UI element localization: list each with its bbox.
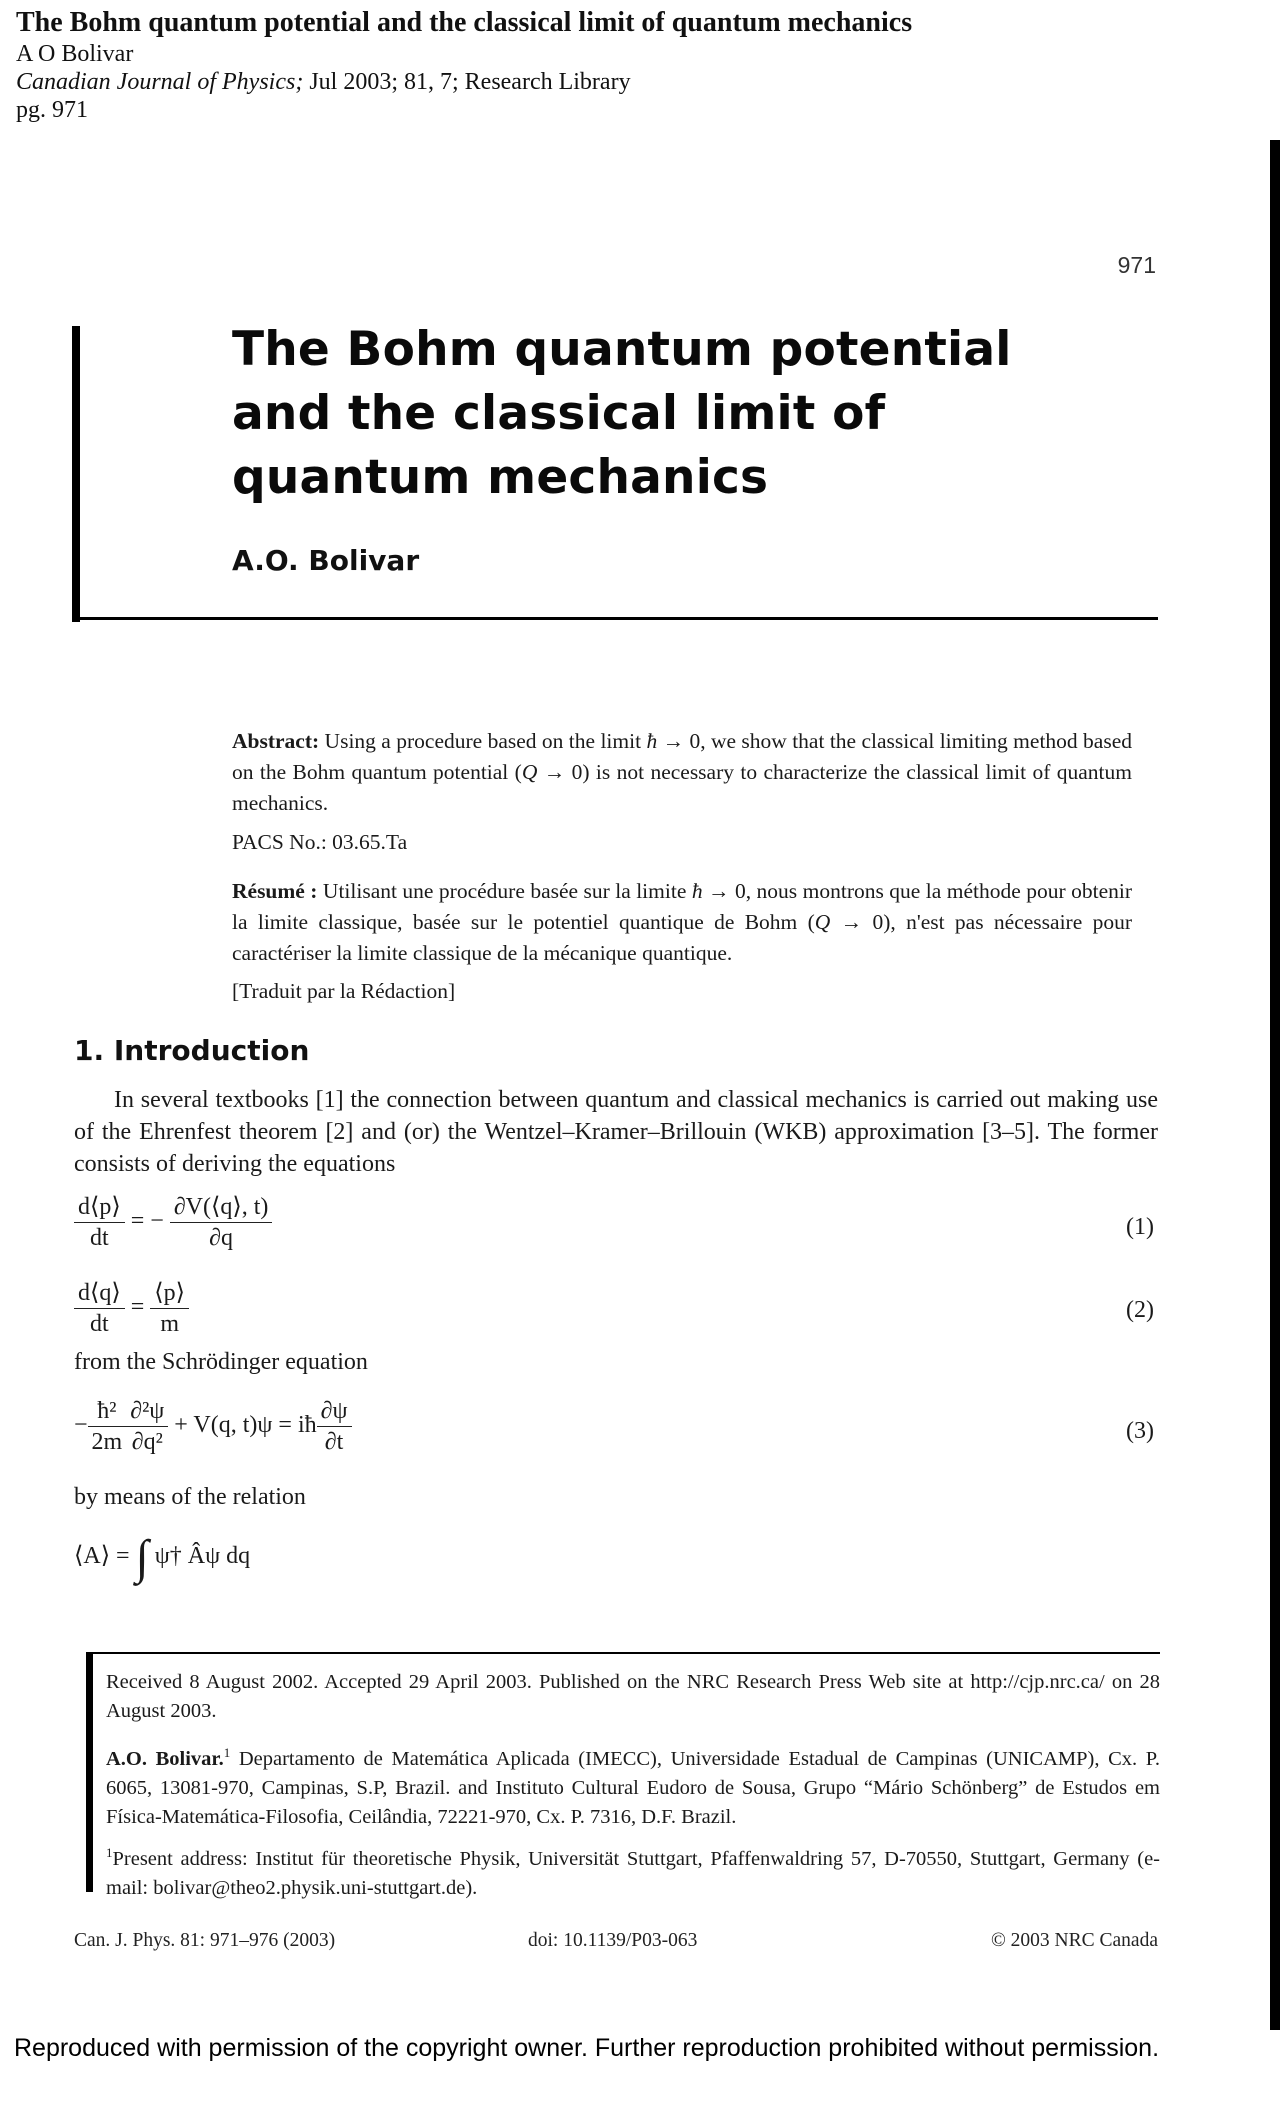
article-author: A.O. Bolivar bbox=[232, 544, 420, 577]
q-symbol: Q bbox=[521, 760, 538, 784]
relation-intro: by means of the relation bbox=[74, 1484, 306, 1510]
scan-edge-bar bbox=[1270, 140, 1280, 2030]
eq3-middle: + V(q, t)ψ = iħ bbox=[168, 1412, 317, 1439]
eq3-frac3-den: ∂t bbox=[324, 1429, 344, 1455]
resume-text: → 0, nous montrons que la méthode pour obtenir la limite classique, basée sur le potentiel quantique de Bohm ( bbox=[232, 879, 1132, 934]
eq2-operator: = bbox=[130, 1294, 145, 1321]
schrodinger-intro: from the Schrödinger equation bbox=[74, 1349, 368, 1375]
pacs-number: PACS No.: 03.65.Ta bbox=[232, 830, 408, 854]
equation-1-label: (1) bbox=[1126, 1214, 1154, 1240]
affiliation-name: A.O. Bolivar. bbox=[106, 1747, 224, 1770]
footnote-mark: 1 bbox=[223, 1745, 231, 1760]
citation-author: A O Bolivar bbox=[16, 41, 134, 67]
present-address-text: Present address: Institut für theoretische Physik, Universität Stuttgart, Pfaffenwaldring 57, D-70550, Stuttgart, Germany (e-mail: bolivar@theo2.physik.uni-stuttgart.de). bbox=[106, 1847, 1160, 1899]
resume bbox=[232, 876, 1132, 969]
copyright: © 2003 NRC Canada bbox=[990, 1930, 1158, 1951]
eq4-lhs: ⟨A⟩ = bbox=[74, 1543, 130, 1570]
eq2-lhs-num: d⟨q⟩ bbox=[74, 1278, 125, 1309]
article-title: The Bohm quantum potential and the classical limit of quantum mechanics bbox=[232, 322, 1012, 505]
eq4-integrand: ψ† Âψ dq bbox=[154, 1543, 251, 1570]
eq3-prefix: − bbox=[74, 1412, 88, 1439]
hbar-symbol: ħ bbox=[691, 879, 703, 903]
hbar-symbol: ħ bbox=[646, 729, 658, 753]
resume-translator: [Traduit par la Rédaction] bbox=[232, 979, 456, 1003]
citation-details: Jul 2003; 81, 7; Research Library bbox=[303, 69, 631, 95]
q-symbol: Q bbox=[814, 910, 831, 934]
equation-4 bbox=[74, 1530, 250, 1585]
footnote-rule-horizontal bbox=[86, 1652, 1160, 1654]
eq1-rhs-num: ∂V(⟨q⟩, t) bbox=[170, 1192, 273, 1223]
eq3-frac2-num: ∂²ψ bbox=[126, 1396, 168, 1427]
title-rule-vertical bbox=[72, 326, 80, 622]
reproduction-notice: Reproduced with permission of the copyright owner. Further reproduction prohibited without permission. bbox=[14, 2034, 1160, 2062]
equation-2 bbox=[74, 1278, 189, 1339]
eq1-lhs-den: dt bbox=[90, 1225, 109, 1251]
equation-3-label: (3) bbox=[1126, 1418, 1154, 1444]
citation-journal: Canadian Journal of Physics; bbox=[16, 69, 304, 95]
eq1-operator: = − bbox=[130, 1208, 164, 1235]
eq3-frac1-num: ħ² bbox=[88, 1396, 127, 1427]
abstract-text: → 0, we show that the classical limiting method based on the Bohm quantum potential ( bbox=[232, 729, 1132, 784]
eq3-frac3-num: ∂ψ bbox=[317, 1396, 352, 1427]
eq2-lhs-den: dt bbox=[90, 1311, 109, 1337]
eq3-frac1-den: 2m bbox=[91, 1429, 123, 1455]
equation-2-label: (2) bbox=[1126, 1297, 1154, 1323]
affiliation-text: Departamento de Matemática Aplicada (IMECC), Universidade Estadual de Campinas (UNICAMP), Cx. P. 6065, 13081-970, Campinas, S.P, Brazil. and Instituto Cultural Eudoro de Sousa, Grupo “Mário Schönberg” de Estudos em Física-Matemática-Filosofia, Ceilândia, 72221-970, Cx. P. 7316, D.F. Brazil. bbox=[106, 1747, 1160, 1828]
equation-3 bbox=[74, 1396, 352, 1457]
resume-text: Utilisant une procédure basée sur la limite bbox=[317, 879, 692, 903]
footnote-rule-vertical bbox=[86, 1652, 93, 1892]
abstract-label: Abstract: bbox=[232, 729, 320, 753]
equation-1 bbox=[74, 1192, 272, 1253]
abstract-text: → 0) is not necessary to characterize the classical limit of quantum mechanics. bbox=[232, 760, 1132, 815]
eq1-rhs-den: ∂q bbox=[209, 1225, 234, 1251]
citation-page: pg. 971 bbox=[16, 97, 88, 123]
doi: doi: 10.1139/P03-063 bbox=[528, 1930, 698, 1951]
abstract bbox=[232, 726, 1132, 819]
integral-symbol: ∫ bbox=[135, 1531, 149, 1584]
affiliation-note bbox=[106, 1738, 1160, 1832]
journal-reference: Can. J. Phys. 81: 971–976 (2003) bbox=[74, 1930, 336, 1951]
resume-text: → 0), n'est pas nécessaire pour caractériser la limite classique de la mécanique quantique. bbox=[232, 910, 1132, 965]
eq2-rhs-num: ⟨p⟩ bbox=[150, 1278, 189, 1309]
eq1-lhs-num: d⟨p⟩ bbox=[74, 1192, 125, 1223]
section-heading: 1. Introduction bbox=[74, 1034, 310, 1067]
footnote-mark: 1 bbox=[106, 1845, 113, 1860]
page-number: 971 bbox=[1117, 252, 1156, 278]
citation-source bbox=[16, 68, 631, 96]
resume-label: Résumé : bbox=[232, 879, 318, 903]
intro-paragraph: In several textbooks [1] the connection between quantum and classical mechanics is carried out making use of the Ehrenfest theorem [2] and (or) the Wentzel–Kramer–Brillouin (WKB) approximation [3–5]. The former consists of deriving the equations bbox=[74, 1087, 1158, 1177]
eq2-rhs-den: m bbox=[160, 1311, 179, 1337]
received-note: Received 8 August 2002. Accepted 29 April 2003. Published on the NRC Research Press Web site at http://cjp.nrc.ca/ on 28 August 2003. bbox=[106, 1671, 1160, 1722]
abstract-text: Using a procedure based on the limit bbox=[319, 729, 647, 753]
citation-title: The Bohm quantum potential and the classical limit of quantum mechanics bbox=[16, 7, 913, 38]
present-address-note bbox=[106, 1838, 1160, 1903]
title-rule-horizontal bbox=[72, 617, 1158, 620]
eq3-frac2-den: ∂q² bbox=[131, 1429, 163, 1455]
